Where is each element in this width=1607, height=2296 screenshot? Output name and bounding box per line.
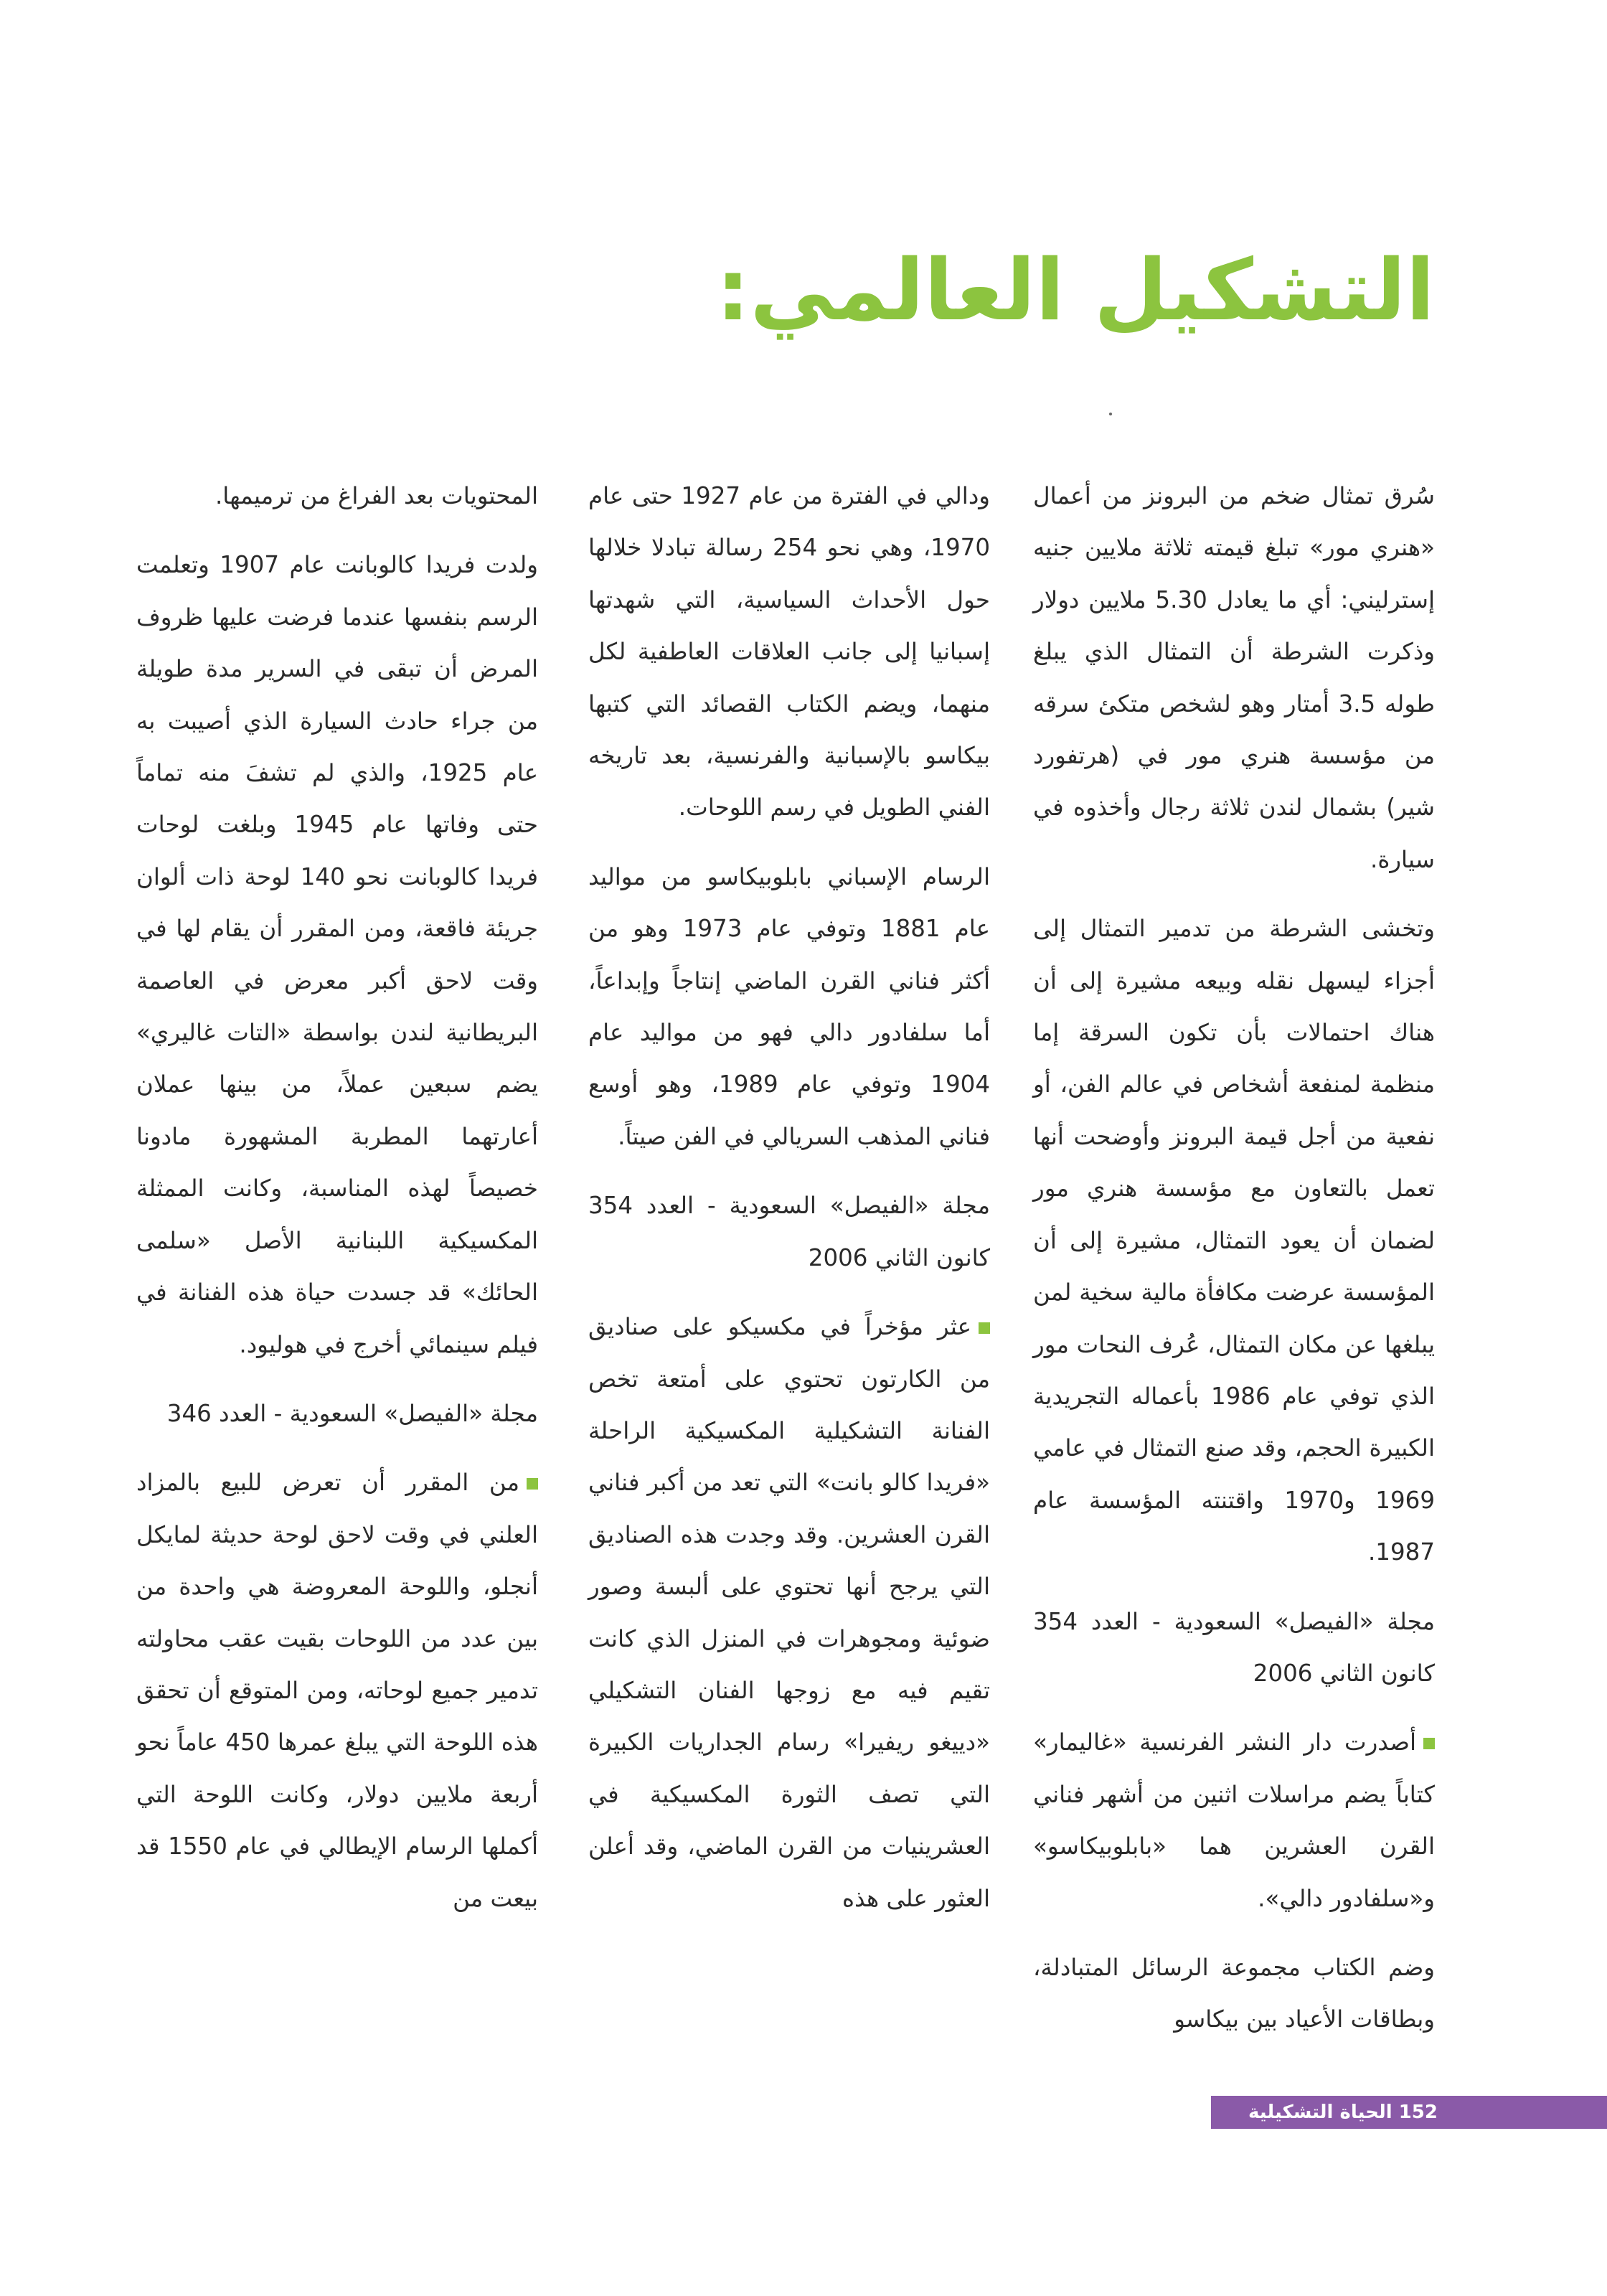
paragraph: المحتويات بعد الفراغ من ترميمها. xyxy=(215,482,538,509)
green-bullet-icon xyxy=(527,1478,538,1490)
paragraph xyxy=(136,1457,538,1924)
article-column-left xyxy=(136,470,538,1942)
source-citation: مجلة «الفيصل» السعودية - العدد 346 xyxy=(166,1399,538,1427)
paragraph: الرسام الإسباني بابلوبيكاسو من مواليد عام 1881 وتوفي عام 1973 وهو من أكثر فناني القرن الماضي إنتاجاً وإبداعاً، أما سلفادور دالي فهو من مواليد عام 1904 وتوفي عام 1989، وهو أوسع فناني المذهب السريالي في الفن صيتاً. xyxy=(588,862,990,1150)
paragraph xyxy=(588,1301,990,1924)
paragraph: ودالي في الفترة من عام 1927 حتى عام 1970، وهي نحو 254 رسالة تبادلا خلالها حول الأحداث السياسية، التي شهدتها إسبانيا إلى جانب العلاقات العاطفية لكل منهما، ويضم الكتاب القصائد التي كتبها بيكاسو بالإسبانية والفرنسية، بعد تاريخه الفني الطويل في رسم اللوحات. xyxy=(588,482,990,822)
page-footer xyxy=(1248,2096,1438,2129)
paragraph: وضم الكتاب مجموعة الرسائل المتبادلة، وبطاقات الأعياد بين بيكاسو xyxy=(1033,1953,1435,2033)
paragraph: وتخشى الشرطة من تدمير التمثال إلى أجزاء ليسهل نقله وبيعه مشيرة إلى أن هناك احتمالات بأن تكون السرقة إما منظمة لمنفعة أشخاص في عالم الفن، أو نفعية من أجل قيمة البرونز وأوضحت أنها تعمل بالتعاون مع مؤسسة هنري مور لضمان أن يعود التمثال، مشيرة إلى أن المؤسسة عرضت مكافأة مالية سخية لمن يبلغها عن مكان التمثال، عُرف النحات مور الذي توفي عام 1986 بأعماله التجريدية الكبيرة الحجم، وقد صنع التمثال في عامي 1969 و1970 واقتنته المؤسسة عام 1987. xyxy=(1033,915,1435,1566)
source-citation: مجلة «الفيصل» السعودية - العدد 354 كانون الثاني 2006 xyxy=(588,1192,990,1271)
paragraph: ولدت فريدا كالوبانت عام 1907 وتعلمت الرسم بنفسها عندما فرضت عليها ظروف المرض أن تبقى في السرير مدة طويلة من جراء حادث السيارة الذي أصيبت به عام 1925، والذي لم تشفَ منه تماماً حتى وفاتها عام 1945 وبلغت لوحات فريدا كالوبانت نحو 140 لوحة ذات ألوان جريئة فاقعة، ومن المقرر أن يقام لها في وقت لاحق أكبر معرض في العاصمة البريطانية لندن بواسطة «التات غاليري» يضم سبعين عملاً، من بينها عملان أعارتهما المطربة المشهورة مادونا خصيصاً لهذه المناسبة، وكانت الممثلة المكسيكية اللبنانية الأصل «سلمى الحائك» قد جسدت حياة هذه الفنانة في فيلم سينمائي أخرج في هوليود. xyxy=(136,551,538,1358)
page-number: 152 xyxy=(1398,2102,1438,2123)
article-column-middle xyxy=(588,470,990,1942)
paragraph xyxy=(1033,1716,1435,1924)
article-column-right xyxy=(1033,470,1435,2063)
paragraph-text: عثر مؤخراً في مكسيكو على صناديق من الكارتون تحتوي على أمتعة تخص الفنانة التشكيلية المكسيكية الراحلة «فريدا كالو بانت» التي تعد من أكبر فناني القرن العشرين. وقد وجدت هذه الصناديق التي يرجح أنها تحتوي على ألبسة وصور ضوئية ومجوهرات في المنزل الذي كانت تقيم فيه مع زوجها الفنان التشكيلي «دييغو ريفيرا» رسام الجداريات الكبيرة التي تصف الثورة المكسيكية في العشرينيات من القرن الماضي، وقد أعلن العثور على هذه xyxy=(588,1313,990,1912)
paragraph-text: أصدرت دار النشر الفرنسية «غاليمار» كتاباً يضم مراسلات اثنين من أشهر فناني القرن العشرين هما «بابلوبيكاسو» و«سلفادور دالي». xyxy=(1033,1728,1435,1912)
source-citation: مجلة «الفيصل» السعودية - العدد 354 كانون الثاني 2006 xyxy=(1033,1607,1435,1687)
section-name: الحياة التشكيلية xyxy=(1248,2102,1392,2123)
green-bullet-icon xyxy=(979,1322,990,1334)
decorative-dot xyxy=(1109,413,1112,415)
paragraph: سُرق تمثال ضخم من البرونز من أعمال «هنري مور» تبلغ قيمته ثلاثة ملايين جنيه إسترليني: أي ما يعادل 5.30 ملايين دولار وذكرت الشرطة أن التمثال الذي يبلغ طوله 3.5 أمتار وهو لشخص متكئ سرقه من مؤسسة هنري مور في (هرتفورد شير) بشمال لندن ثلاثة رجال وأخذوه في سيارة. xyxy=(1033,482,1435,873)
green-bullet-icon xyxy=(1423,1738,1435,1749)
paragraph-text: من المقرر أن تعرض للبيع بالمزاد العلني في وقت لاحق لوحة حديثة لمايكل أنجلو، واللوحة المعروضة هي واحدة من بين عدد من اللوحات بقيت عقب محاولته تدمير جميع لوحاته، ومن المتوقع أن تحقق هذه اللوحة التي يبلغ عمرها 450 عاماً نحو أربعة ملايين دولار، وكانت اللوحة التي أكملها الرسام الإيطالي في عام 1550 قد بيعت من xyxy=(136,1469,538,1912)
page-title: التشكيل العالمي: xyxy=(716,240,1435,339)
